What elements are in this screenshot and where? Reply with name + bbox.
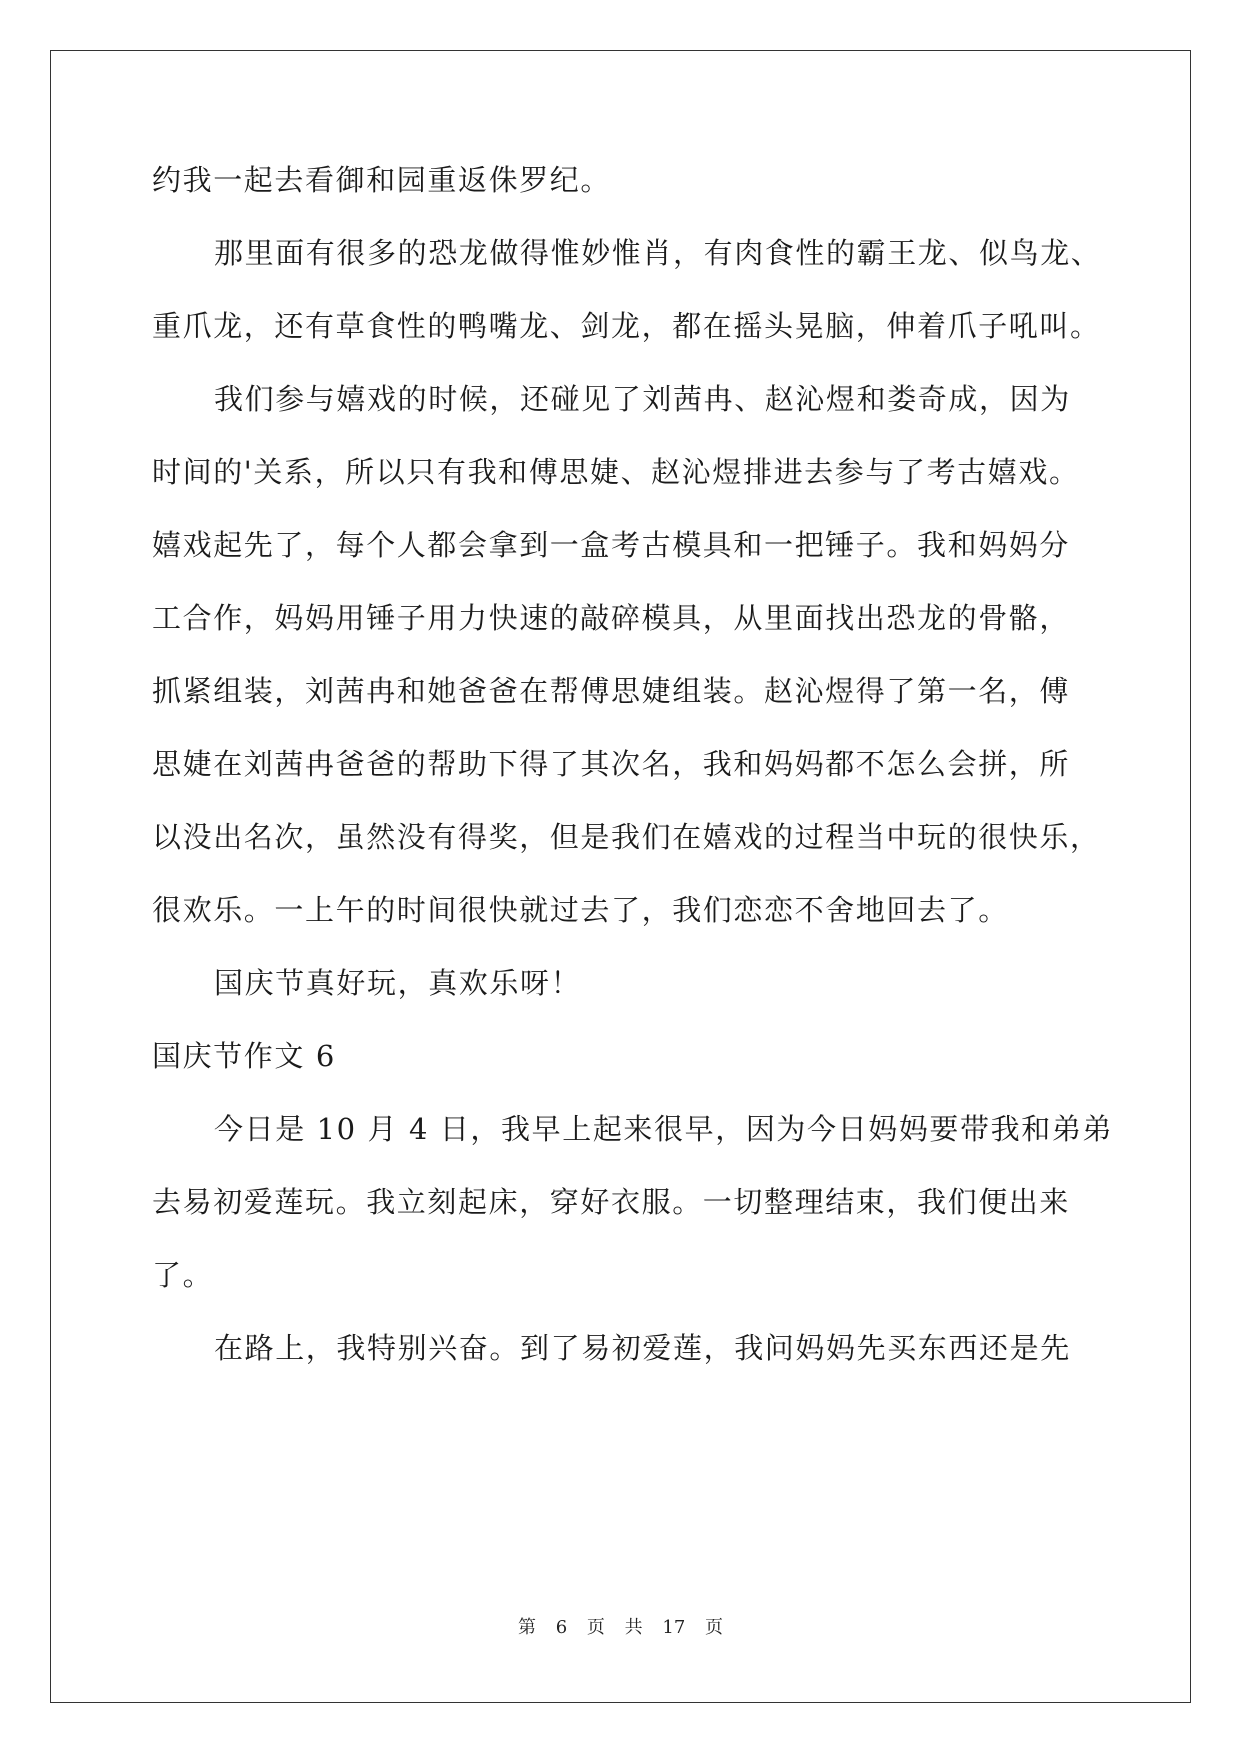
text-line: 了。 bbox=[152, 1258, 214, 1292]
text-line: 去易初爱莲玩。我立刻起床，穿好衣服。一切整理结束，我们便出来 bbox=[152, 1185, 1071, 1219]
section-heading: 国庆节作文 6 bbox=[152, 1039, 336, 1073]
page-total: 共 17 页 bbox=[624, 1617, 723, 1638]
page-footer bbox=[0, 1613, 1241, 1639]
paragraph-start-line: 那里面有很多的恐龙做得惟妙惟肖，有肉食性的霸王龙、似鸟龙、 bbox=[214, 236, 1102, 270]
paragraph-start-line: 今日是 10 月 4 日，我早上起来很早，因为今日妈妈要带我和弟弟 bbox=[214, 1112, 1114, 1146]
text-line: 嬉戏起先了，每个人都会拿到一盒考古模具和一把锤子。我和妈妈分 bbox=[152, 528, 1071, 562]
paragraph-start-line: 我们参与嬉戏的时候，还碰见了刘茜冉、赵沁煜和娄奇成，因为 bbox=[214, 382, 1071, 416]
paragraph-start-line: 在路上，我特别兴奋。到了易初爱莲，我问妈妈先买东西还是先 bbox=[214, 1331, 1071, 1365]
text-line: 约我一起去看御和园重返侏罗纪。 bbox=[152, 163, 612, 197]
text-line: 工合作，妈妈用锤子用力快速的敲碎模具，从里面找出恐龙的骨骼， bbox=[152, 601, 1071, 635]
text-line: 很欢乐。一上午的时间很快就过去了，我们恋恋不舍地回去了。 bbox=[152, 893, 1009, 927]
text-line: 抓紧组装，刘茜冉和她爸爸在帮傅思婕组装。赵沁煜得了第一名，傅 bbox=[152, 674, 1071, 708]
page-number: 第 6 页 bbox=[518, 1617, 605, 1638]
page-border bbox=[50, 50, 1191, 1703]
paragraph-start-line: 国庆节真好玩，真欢乐呀！ bbox=[214, 966, 582, 1000]
text-line: 以没出名次，虽然没有得奖，但是我们在嬉戏的过程当中玩的很快乐， bbox=[152, 820, 1101, 854]
text-line: 重爪龙，还有草食性的鸭嘴龙、剑龙，都在摇头晃脑，伸着爪子吼叫。 bbox=[152, 309, 1101, 343]
text-line: 思婕在刘茜冉爸爸的帮助下得了其次名，我和妈妈都不怎么会拼，所 bbox=[152, 747, 1071, 781]
text-line: 时间的'关系，所以只有我和傅思婕、赵沁煜排进去参与了考古嬉戏。 bbox=[152, 455, 1080, 489]
